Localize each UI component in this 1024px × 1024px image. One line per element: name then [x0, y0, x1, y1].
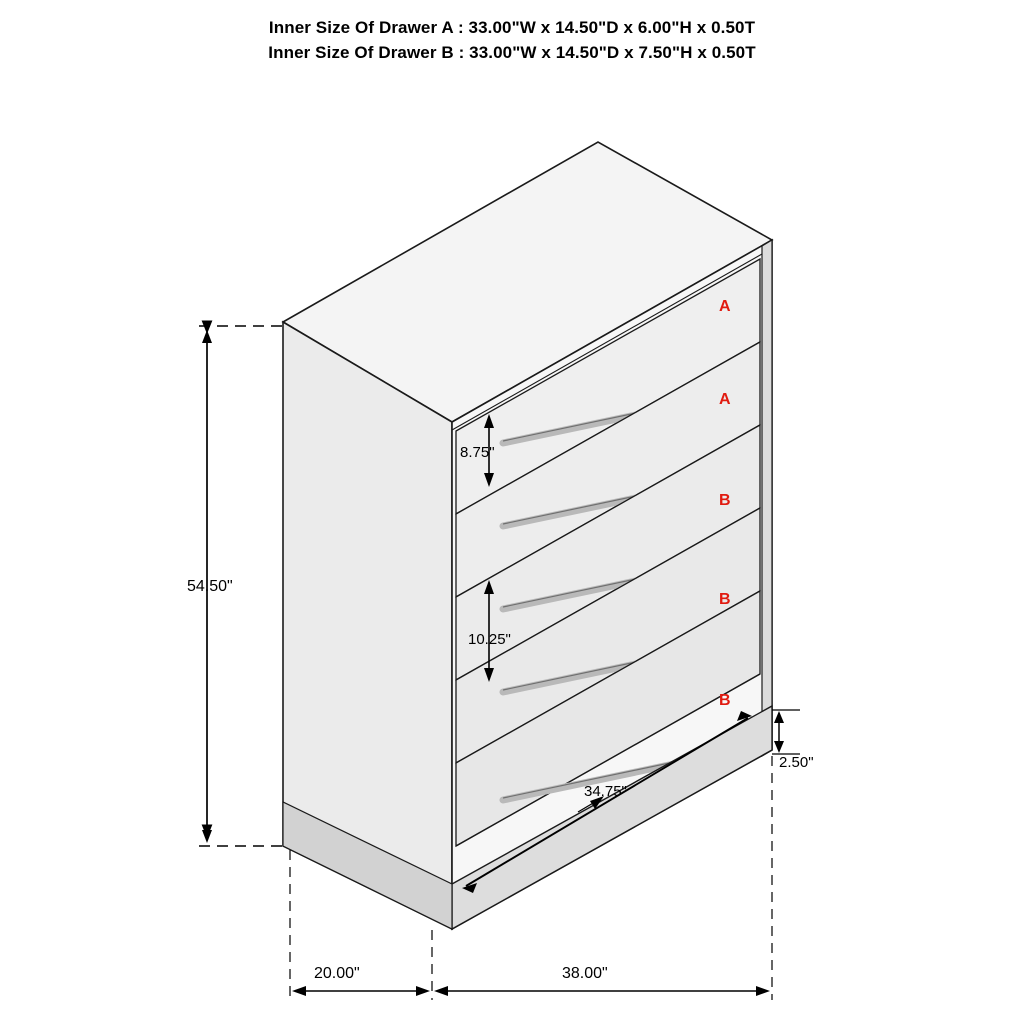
dimension-label-depth-34: 34.75" [584, 783, 627, 800]
dimension-base-height [772, 710, 800, 754]
drawer-label-2: A [719, 391, 731, 408]
drawer-label-4: B [719, 591, 731, 608]
dimension-label-drawer-a-height: 8.75" [460, 444, 495, 461]
dimension-width-38 [434, 986, 770, 996]
dimension-label-base-height: 2.50" [779, 754, 814, 771]
drawer-label-1: A [719, 298, 731, 315]
dimension-label-width-38: 38.00" [562, 965, 608, 982]
drawer-b-spec-text: Inner Size Of Drawer B : 33.00"W x 14.50"D x 7.50"H x 0.50T [268, 43, 756, 62]
drawer-a-spec-text: Inner Size Of Drawer A : 33.00"W x 14.50"D x 6.00"H x 0.50T [268, 18, 756, 37]
dimension-label-drawer-b-height: 10.25" [468, 631, 511, 648]
drawer-label-5: B [719, 692, 731, 709]
dimension-label-height-total: 54.50" [187, 578, 233, 595]
drawer-label-3: B [719, 492, 731, 509]
dimension-label-depth-20: 20.00" [314, 965, 360, 982]
dimension-depth-20 [292, 986, 430, 996]
